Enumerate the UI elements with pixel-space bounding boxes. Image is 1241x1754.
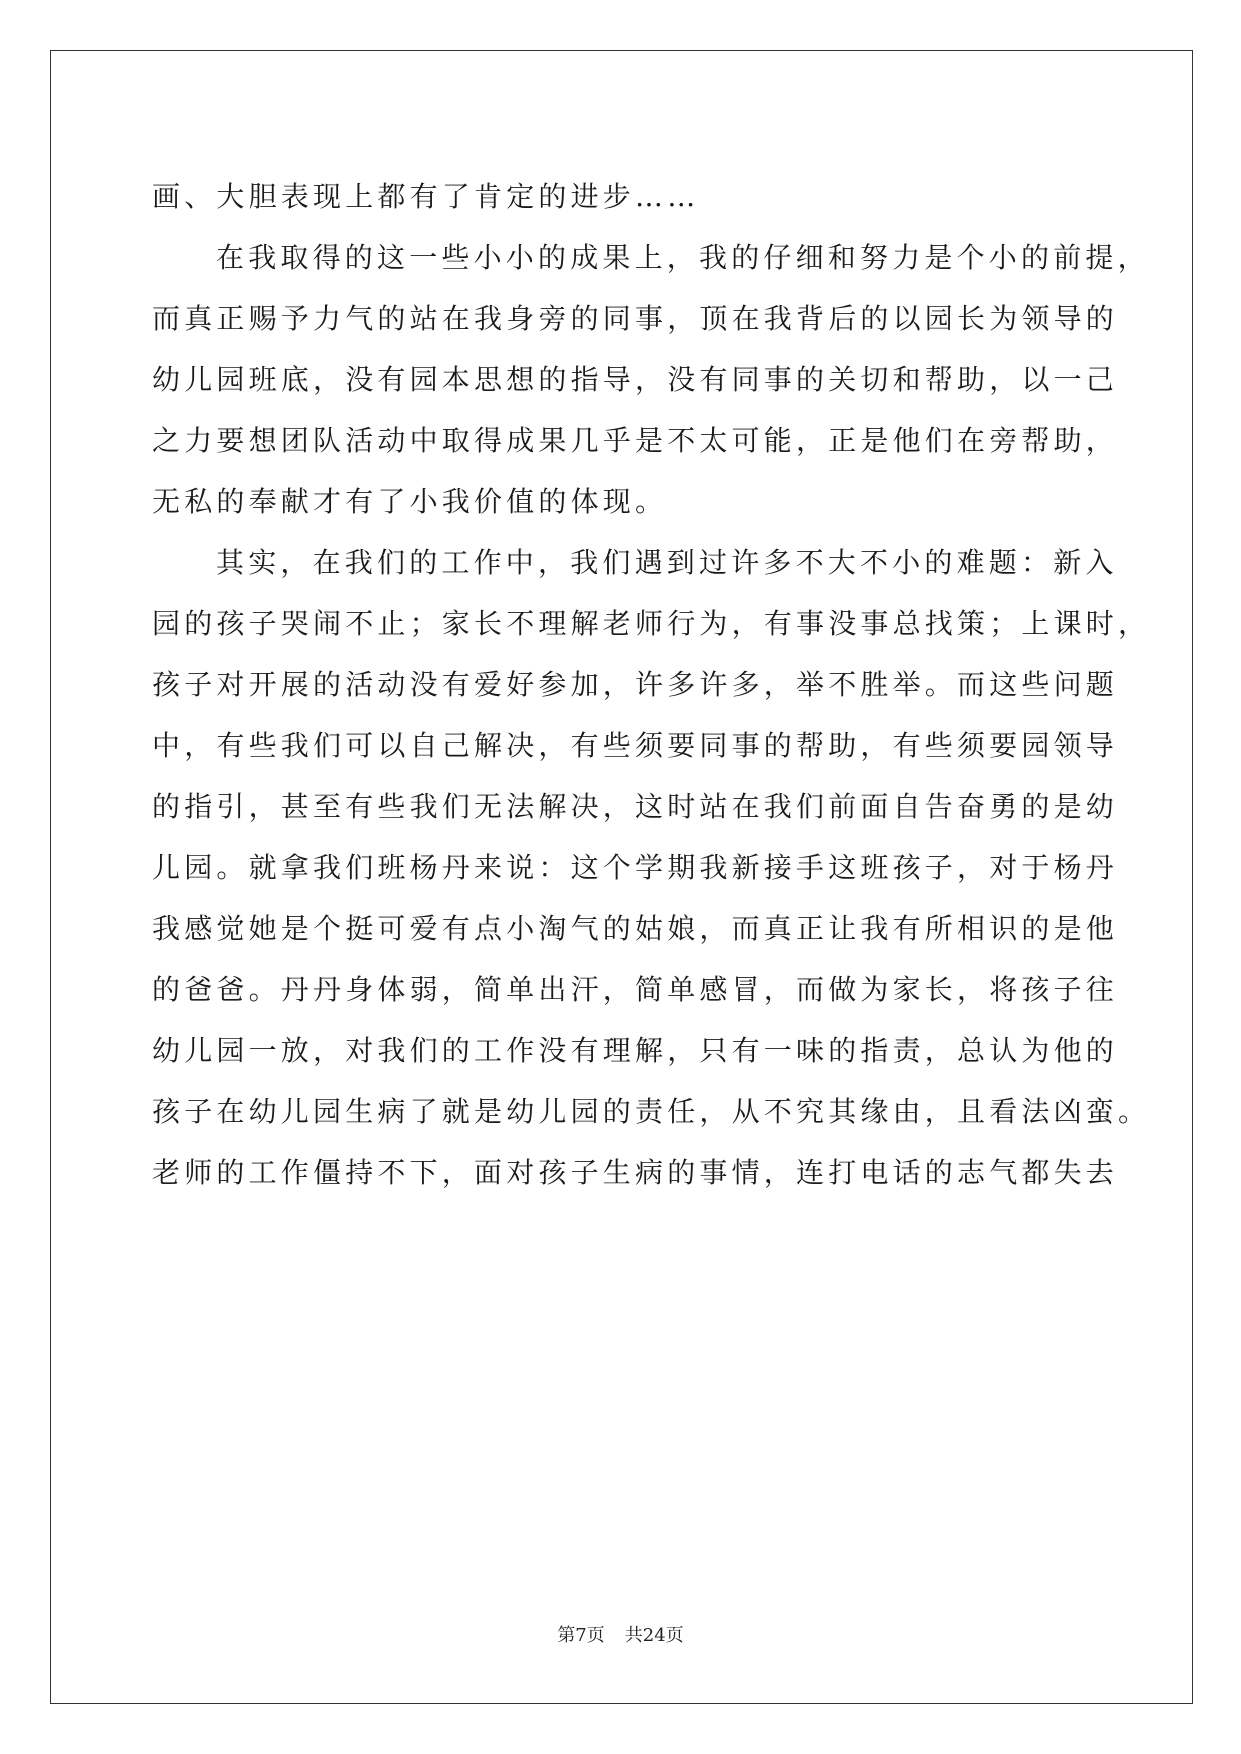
text-line: 而真正赐予力气的站在我身旁的同事，顶在我背后的以园长为领导的 <box>152 302 1119 335</box>
text-line: 其实，在我们的工作中，我们遇到过许多不大不小的难题：新入 <box>216 546 1118 579</box>
document-body <box>152 166 1151 1203</box>
text-line: 幼儿园班底，没有园本思想的指导，没有同事的关切和帮助，以一己 <box>152 363 1119 396</box>
text-line: 的爸爸。丹丹身体弱，简单出汗，简单感冒，而做为家长，将孩子往 <box>152 973 1119 1006</box>
text-line: 无私的奉献才有了小我价值的体现。 <box>152 485 668 518</box>
text-line: 儿园。就拿我们班杨丹来说：这个学期我新接手这班孩子，对于杨丹 <box>152 851 1119 884</box>
text-line: 园的孩子哭闹不止；家长不理解老师行为，有事没事总找策；上课时， <box>152 607 1151 640</box>
text-line: 在我取得的这一些小小的成果上，我的仔细和努力是个小的前提， <box>216 241 1150 274</box>
page-total: 共24页 <box>624 1625 684 1646</box>
text-line: 画、大胆表现上都有了肯定的进步…… <box>152 180 700 213</box>
text-line: 的指引，甚至有些我们无法解决，这时站在我们前面自告奋勇的是幼 <box>152 790 1119 823</box>
page-footer <box>0 1625 1241 1647</box>
page-number: 第7页 <box>557 1625 605 1646</box>
text-line: 我感觉她是个挺可爱有点小淘气的姑娘，而真正让我有所相识的是他 <box>152 912 1119 945</box>
text-line: 老师的工作僵持不下，面对孩子生病的事情，连打电话的志气都失去 <box>152 1156 1119 1189</box>
text-line: 孩子对开展的活动没有爱好参加，许多许多，举不胜举。而这些问题 <box>152 668 1119 701</box>
text-line: 幼儿园一放，对我们的工作没有理解，只有一味的指责，总认为他的 <box>152 1034 1119 1067</box>
text-line: 孩子在幼儿园生病了就是幼儿园的责任，从不究其缘由，且看法凶蛮。 <box>152 1095 1151 1128</box>
text-line: 中，有些我们可以自己解决，有些须要同事的帮助，有些须要园领导 <box>152 729 1119 762</box>
text-line: 之力要想团队活动中取得成果几乎是不太可能，正是他们在旁帮助， <box>152 424 1119 457</box>
